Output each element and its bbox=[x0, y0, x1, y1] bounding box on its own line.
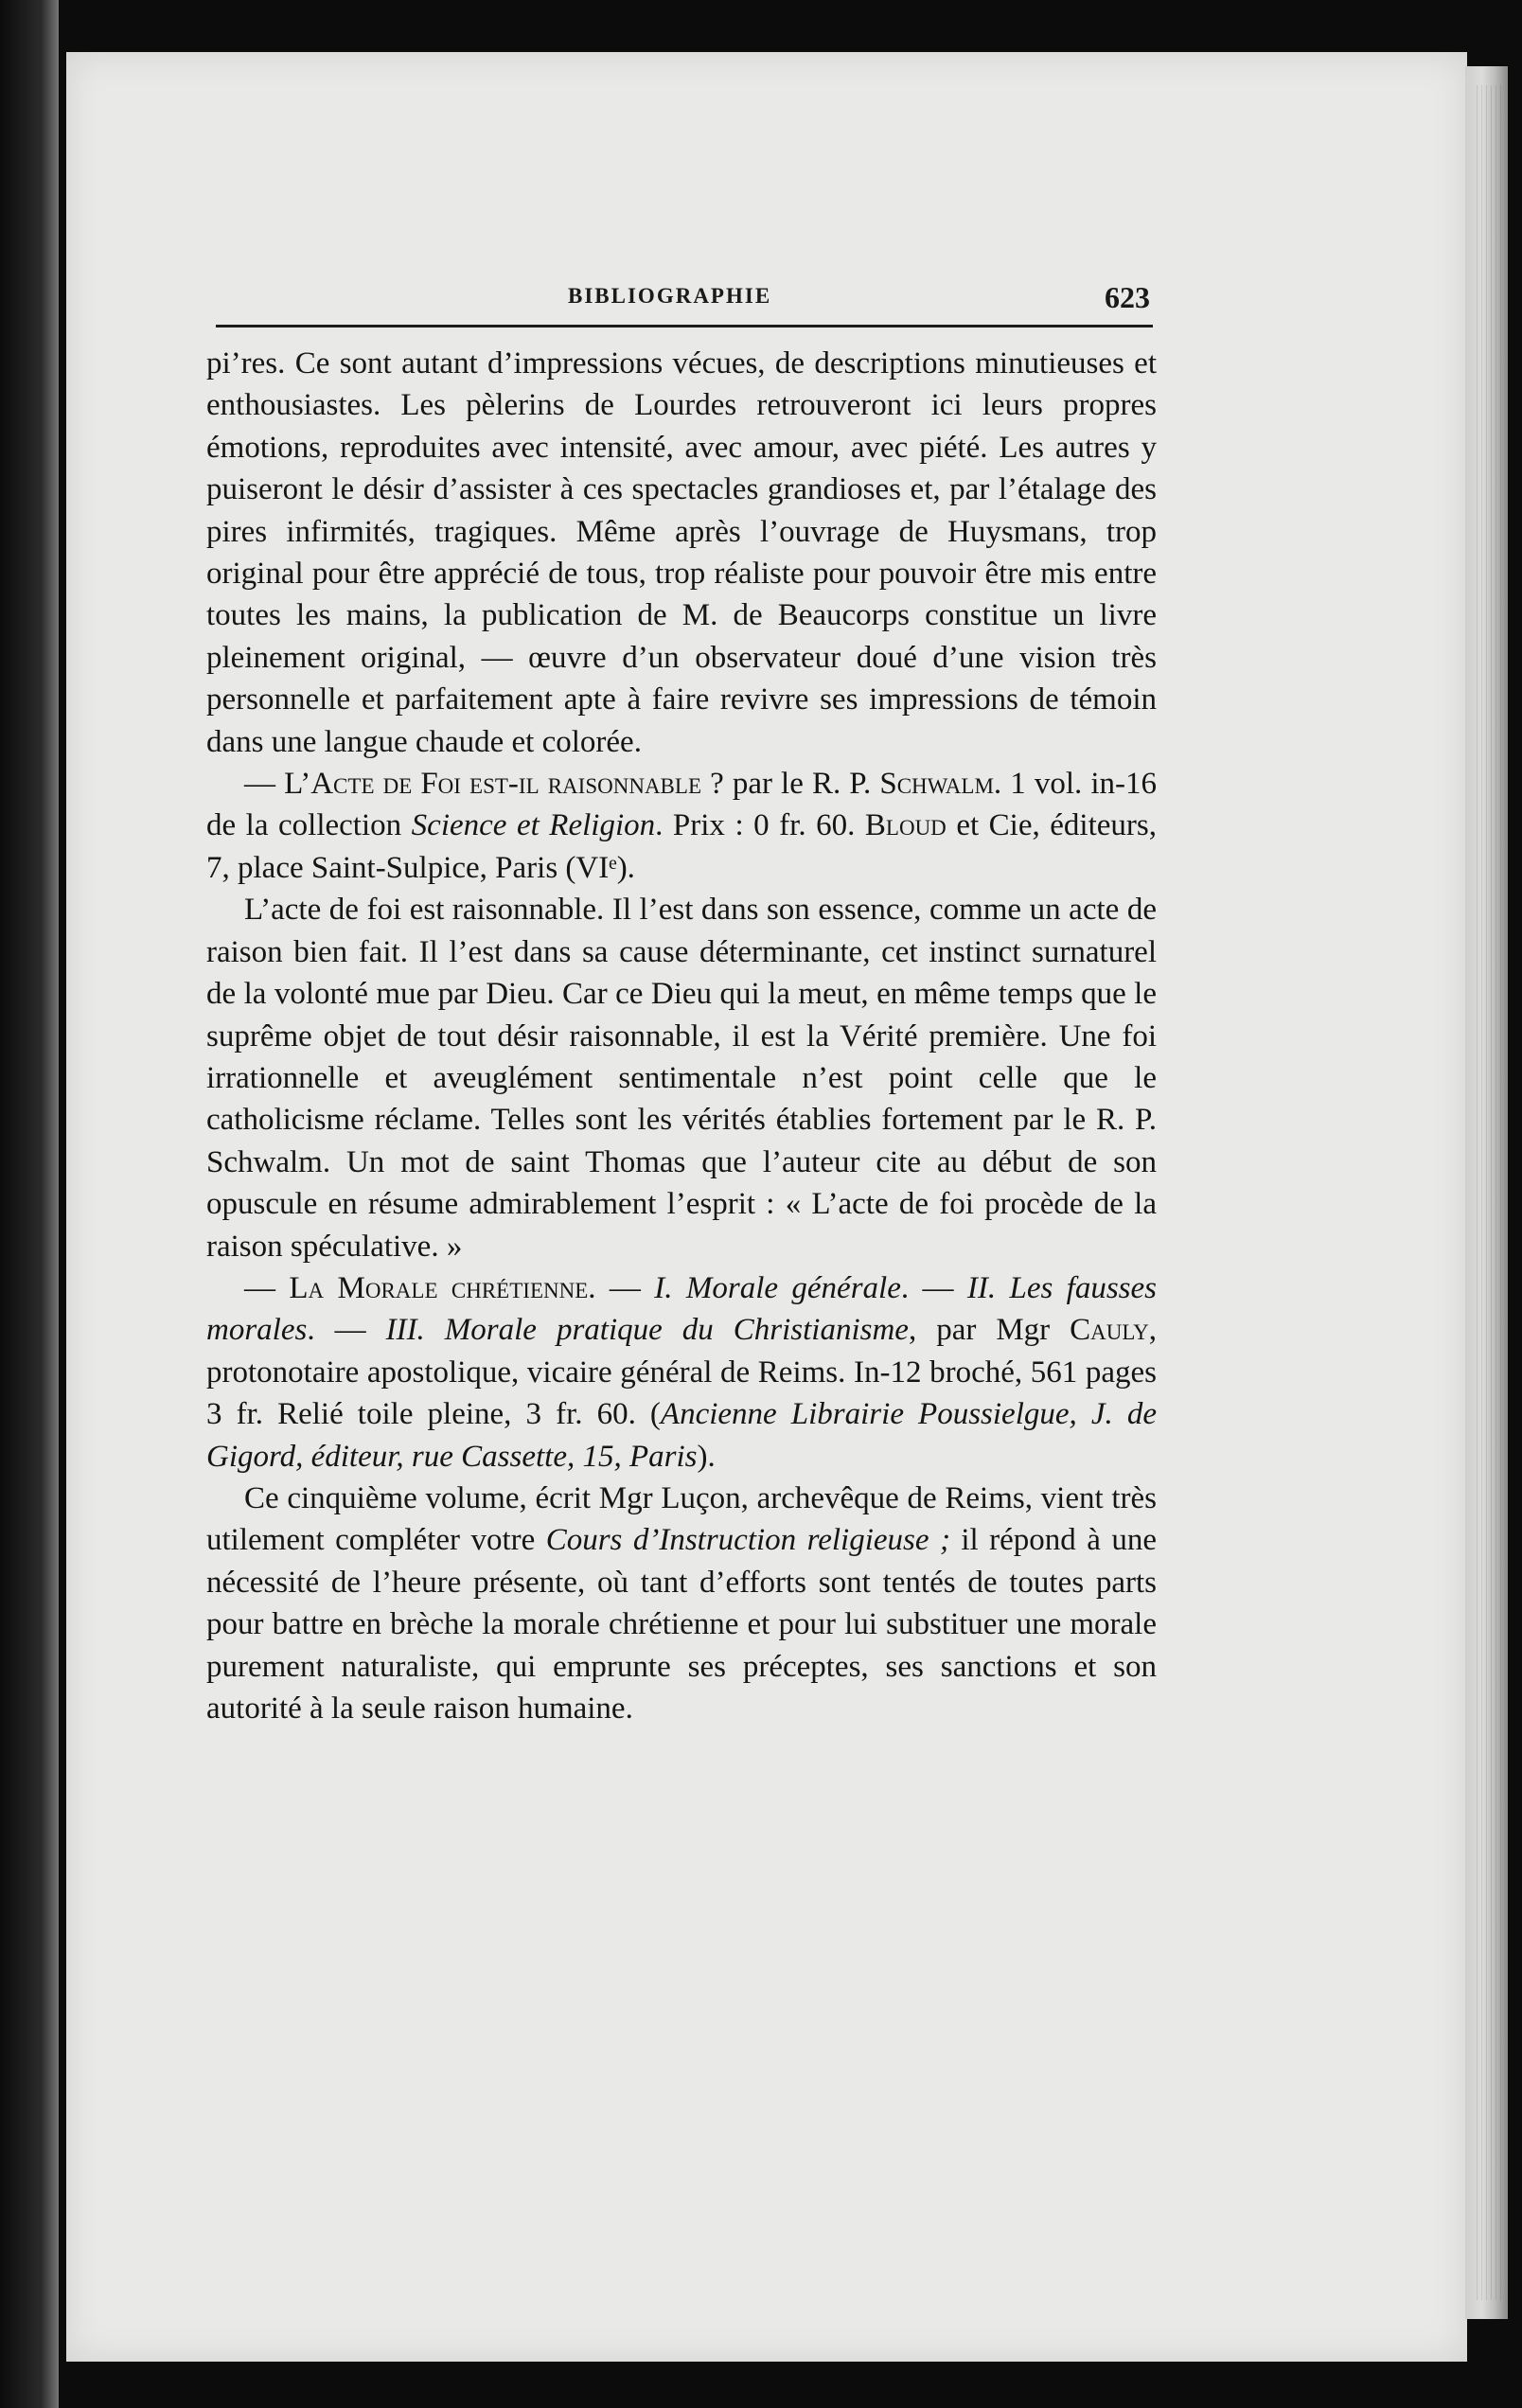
book-title: La Morale chrétienne bbox=[289, 1270, 589, 1305]
text: , protonotaire apostolique, vicaire général de Reims. In-12 broché, 561 pages 3 fr. Relié toile pleine, 3 fr. 60. ( bbox=[206, 1313, 1158, 1432]
text: , par Mgr bbox=[908, 1313, 1071, 1348]
body-text bbox=[206, 343, 1157, 1729]
text: ). bbox=[697, 1439, 716, 1474]
volume-title: III. Morale pratique du Christianisme bbox=[385, 1313, 909, 1348]
paragraph-morale-summary bbox=[206, 1478, 1157, 1729]
work-title: Cours d’Instruction religieuse ; bbox=[545, 1523, 950, 1558]
page-number: 623 bbox=[1105, 280, 1150, 314]
publisher-name: Bloud bbox=[864, 808, 947, 843]
paragraph-review-acte-de-foi bbox=[206, 763, 1157, 889]
separator: . — bbox=[900, 1270, 967, 1305]
header-rule bbox=[216, 325, 1153, 328]
book-title: Acte de Foi est-il raisonnable bbox=[310, 767, 701, 802]
page-stack-lines bbox=[1477, 85, 1505, 2300]
paragraph-acte-de-foi-summary: L’acte de foi est raisonnable. Il l’est dans son essence, comme un acte de raison bien fait. Il l’est dans sa cause déterminante, cet instinct surnaturel de la volonté mue par Dieu. Car ce Dieu qui la meut, en même temps que le suprême objet de tout désir raisonnable, il est la Vérité première. Une foi irrationnelle et aveuglément sentimentale n’est point celle que le catholicisme réclame. Telles sont les vérités établies fortement par le R. P. Schwalm. Un mot de saint Thomas que l’auteur cite au début de son opuscule en résume admirablement l’esprit : « L’acte de foi procède de la raison spéculative. » bbox=[206, 893, 1157, 1264]
volume-title: I. Morale générale bbox=[654, 1270, 901, 1305]
dash: — bbox=[244, 1270, 290, 1305]
text: et Cie, éditeurs, 7, place Saint-Sulpice, Paris (VIᵉ). bbox=[206, 808, 1157, 885]
text: il répond à une nécessité de l’heure présente, où tant d’efforts sont tentés de toutes parts pour battre en brèche la morale chrétienne et pour lui substituer une morale purement naturaliste, qui emprunte ses préceptes, ses sanctions et son autorité à la seule raison humaine. bbox=[206, 1523, 1157, 1726]
author-name: Cauly bbox=[1070, 1313, 1149, 1348]
text: . 1 vol. in-16 de la collection bbox=[206, 767, 1158, 843]
text: . Prix : 0 fr. 60. bbox=[655, 808, 865, 843]
collection-name: Science et Religion bbox=[411, 808, 656, 843]
separator: . — bbox=[307, 1313, 386, 1348]
text: ? par le R. P. bbox=[701, 767, 880, 802]
paragraph-review-morale-chretienne bbox=[206, 1267, 1157, 1478]
page-header bbox=[218, 280, 1150, 318]
author-name: Schwalm bbox=[879, 767, 994, 802]
running-head: BIBLIOGRAPHIE bbox=[568, 284, 772, 308]
separator: . — bbox=[588, 1270, 655, 1305]
volume-title: II. Les fausses morales bbox=[206, 1270, 1158, 1348]
text: Ce cinquième volume, écrit Mgr Luçon, archevêque de Reims, vient très utilement compléter votre bbox=[206, 1480, 1157, 1558]
publisher-name: Ancienne Librairie Poussielgue, J. de Gigord, éditeur, rue Cassette, 15, Paris bbox=[206, 1397, 1157, 1474]
adjacent-page-edge bbox=[0, 0, 59, 2408]
dash: — L’ bbox=[244, 767, 311, 802]
paragraph-continuation: pi’res. Ce sont autant d’impressions vécues, de descriptions minutieuses et enthousiastes. Les pèlerins de Lourdes retrouveront ici leurs propres émotions, reproduites avec intensité, avec amour, avec piété. Les autres y puiseront le désir d’assister à ces spectacles grandioses et, par l’étalage des pires infirmités, tragiques. Même après l’ouvrage de Huysmans, trop original pour être apprécié de tous, trop réaliste pour pouvoir être mis entre toutes les mains, la publication de M. de Beaucorps constitue un livre pleinement original, — œuvre d’un observateur doué d’une vision très personnelle et parfaitement apte à faire revivre ses impressions de témoin dans une langue chaude et colorée. bbox=[206, 346, 1157, 759]
